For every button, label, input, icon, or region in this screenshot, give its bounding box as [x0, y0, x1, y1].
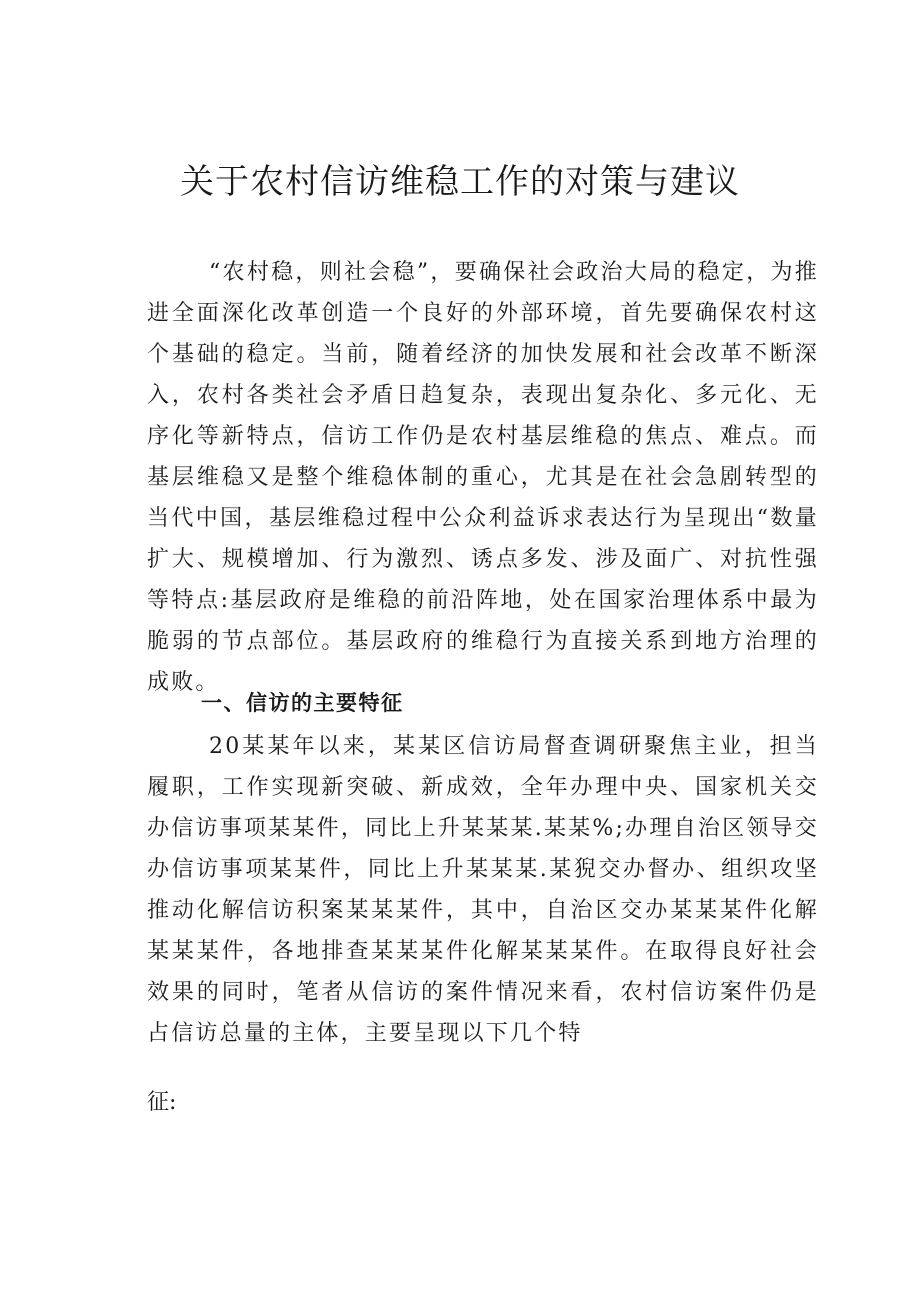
paragraph-section-1-tail: 征:	[147, 1090, 177, 1115]
paragraph-section-1: 20某某年以来，某某区信访局督查调研聚焦主业，担当履职，工作实现新突破、新成效，全年办理中央、国家机关交办信访事项某某件，同比上升某某某.某某%;办理自治区领导交办信访事项某某件，同比上升某某某.某猊交办督办、组织攻坚推动化解信访积案某某某件，其中，自治区交办某某某件化解某某某件，各地排查某某某件化解某某某件。在取得良好社会效果的同时，笔者从信访的案件情况来看，农村信访案件仍是占信访总量的主体，主要呈现以下几个特	[147, 734, 819, 1046]
section-heading-1: 一、信访的主要特征	[201, 691, 404, 715]
document-title: 关于农村信访维稳工作的对策与建议	[180, 162, 740, 202]
paragraph-intro: “农村稳，则社会稳”，要确保社会政治大局的稳定，为推进全面深化改革创造一个良好的外部环境，首先要确保农村这个基础的稳定。当前，随着经济的加快发展和社会改革不断深入，农村各类社会矛盾日趋复杂，表现出复杂化、多元化、无序化等新特点，信访工作仍是农村基层维稳的焦点、难点。而基层维稳又是整个维稳体制的重心，尤其是在社会急剧转型的当代中国，基层维稳过程中公众利益诉求表达行为呈现出“数量扩大、规模增加、行为激烈、诱点多发、涉及面广、对抗性强等特点:基层政府是维稳的前沿阵地，处在国家治理体系中最为脆弱的节点部位。基层政府的维稳行为直接关系到地方治理的成败。	[147, 260, 819, 695]
